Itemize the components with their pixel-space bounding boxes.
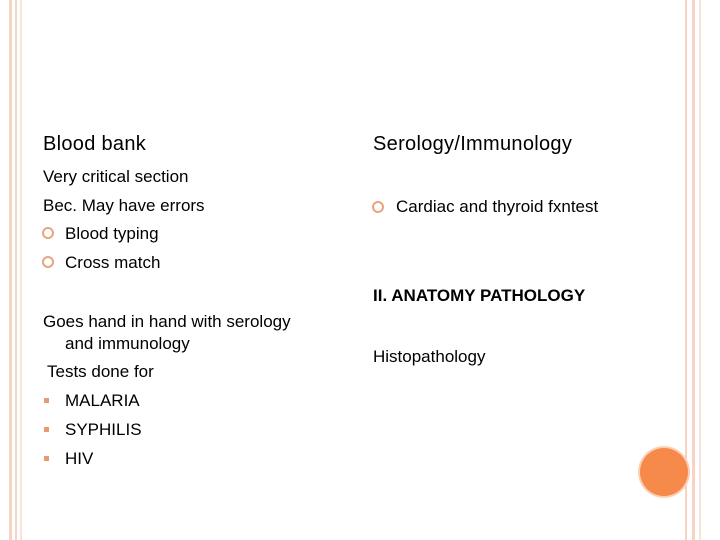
frame-stripe xyxy=(699,0,701,540)
square-bullet-icon xyxy=(44,398,49,403)
left-line: Bec. May have errors xyxy=(43,196,205,215)
frame-stripe xyxy=(685,0,687,540)
frame-stripe xyxy=(15,0,17,540)
list-item: SYPHILIS xyxy=(65,420,142,439)
frame-stripe xyxy=(20,0,22,540)
list-item: HIV xyxy=(65,449,94,468)
ring-bullet-icon xyxy=(42,227,54,239)
left-paragraph: Tests done for xyxy=(47,362,154,381)
blood-bank-heading: Blood bank xyxy=(43,133,147,155)
left-paragraph: Goes hand in hand with serology xyxy=(43,312,291,331)
serology-heading: Serology/Immunology xyxy=(373,133,573,155)
square-bullet-icon xyxy=(44,456,49,461)
left-paragraph: and immunology xyxy=(65,334,190,353)
list-item: Cross match xyxy=(65,253,161,272)
list-item: Blood typing xyxy=(65,224,159,243)
decorative-circle-icon xyxy=(640,448,688,496)
section-heading: II. ANATOMY PATHOLOGY xyxy=(373,286,586,305)
frame-stripe xyxy=(9,0,12,540)
left-line: Very critical section xyxy=(43,167,189,186)
ring-bullet-icon xyxy=(372,201,384,213)
list-item: Cardiac and thyroid fxntest xyxy=(396,197,599,216)
list-item: MALARIA xyxy=(65,391,140,410)
frame-stripe xyxy=(692,0,695,540)
square-bullet-icon xyxy=(44,427,49,432)
section-subtext: Histopathology xyxy=(373,347,486,366)
ring-bullet-icon xyxy=(42,256,54,268)
